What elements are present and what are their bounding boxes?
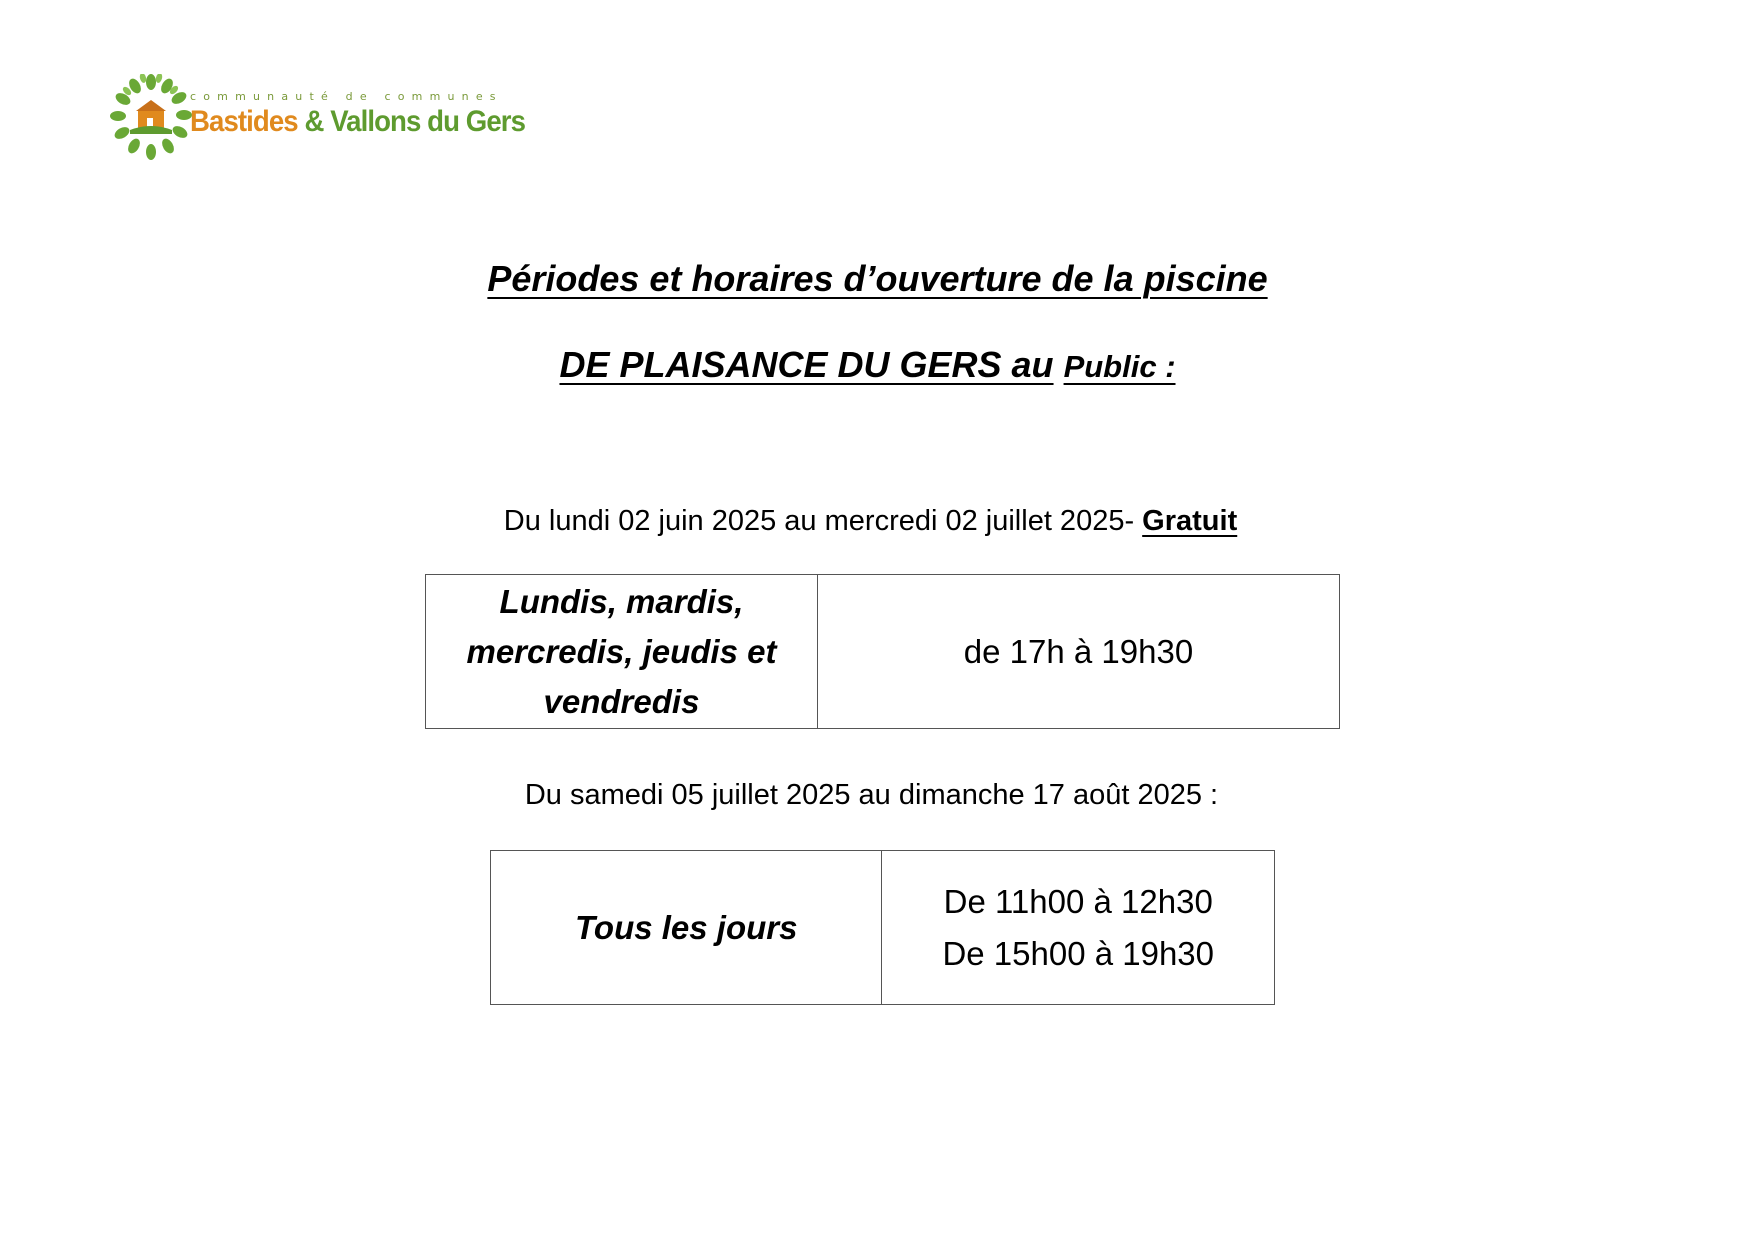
page-title-audience: Public :: [1063, 349, 1176, 384]
period-1-schedule-table: [425, 574, 1340, 729]
page-title-line1: [0, 258, 1755, 300]
page-title-location: DE PLAISANCE DU GERS au: [559, 344, 1054, 385]
logo-name-part1: Bastides: [190, 105, 298, 138]
leaf-wreath-icon: [110, 74, 192, 164]
period-1-dates: Du lundi 02 juin 2025 au mercredi 02 juillet 2025-: [503, 505, 1135, 537]
period-2-hours-cell: [882, 851, 1275, 1005]
period-1-days-cell: [426, 575, 818, 729]
hours-line: De 15h00 à 19h30: [942, 934, 1215, 972]
period-2-dates: Du samedi 05 juillet 2025 au dimanche 17 août 2025 :: [524, 779, 1219, 811]
logo-tagline: communauté de communes: [190, 90, 503, 103]
logo-name-part2: & Vallons du Gers: [304, 105, 526, 138]
period-2-days-cell: [491, 851, 882, 1005]
page-title-text: Périodes et horaires d’ouverture de la piscine: [487, 258, 1268, 299]
table-row: [426, 575, 1340, 729]
days-line: mercredis, jeudis et: [466, 632, 777, 670]
days-line: vendredis: [543, 682, 700, 720]
logo-text: [190, 90, 570, 140]
page-title-line2: [0, 344, 1745, 386]
period-1-price-badge: Gratuit: [1142, 505, 1238, 537]
period-2-schedule-table: [490, 850, 1275, 1005]
hours-line: De 11h00 à 12h30: [943, 882, 1213, 920]
period-1-hours-cell: [817, 575, 1339, 729]
period-1-heading: [0, 505, 1748, 538]
organization-logo: [110, 74, 550, 164]
days-line: Lundis, mardis,: [499, 582, 744, 620]
period-2-heading: [0, 779, 1749, 812]
hours-text: de 17h à 19h30: [963, 632, 1194, 670]
days-text: Tous les jours: [574, 908, 798, 946]
table-row: [491, 851, 1275, 1005]
logo-name: [190, 104, 540, 140]
